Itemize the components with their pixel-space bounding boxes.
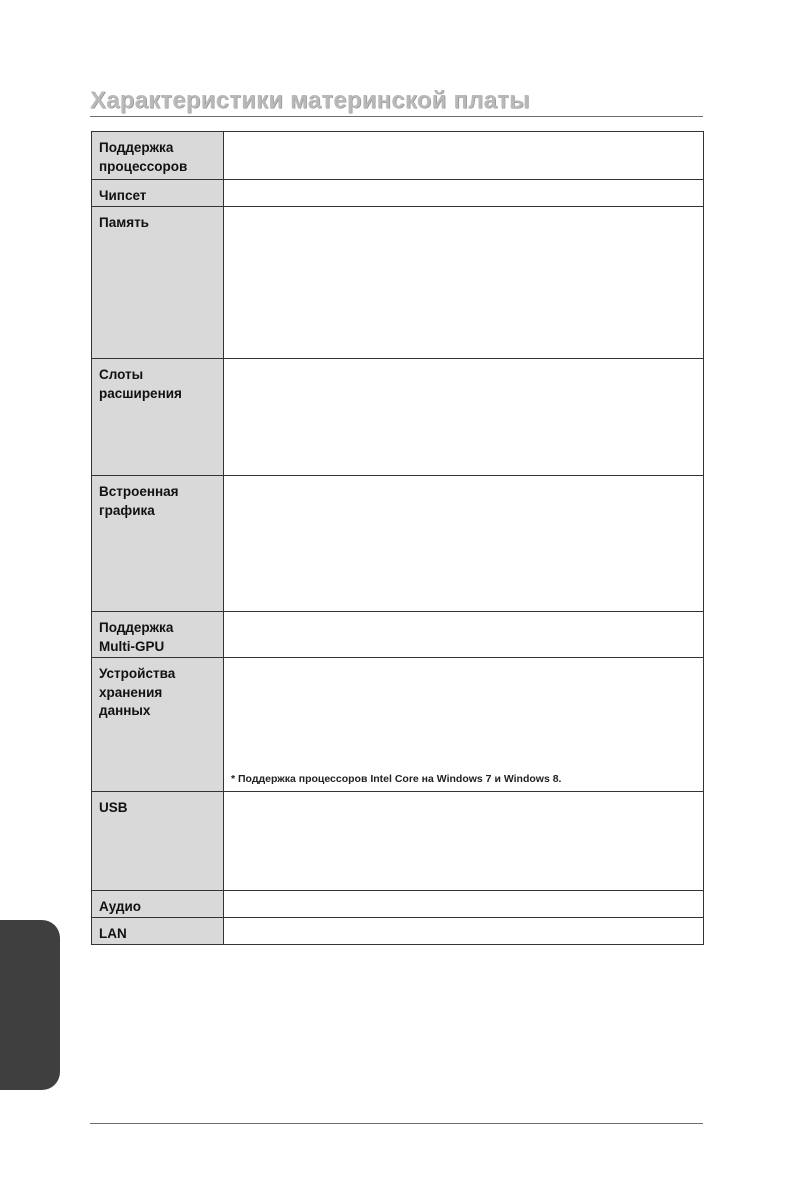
footer-divider (90, 1123, 703, 1124)
spec-value-audio (224, 891, 704, 918)
spec-label-onboard-graphics: Встроенная графика (92, 476, 224, 612)
spec-label-memory: Память (92, 207, 224, 359)
spec-value-onboard-graphics (224, 476, 704, 612)
spec-label-audio: Аудио (92, 891, 224, 918)
spec-row-chipset (92, 180, 704, 207)
spec-label-expansion-slots: Слоты расширения (92, 359, 224, 476)
spec-row-memory (92, 207, 704, 359)
spec-label-cpu: Поддержка процессоров (92, 132, 224, 180)
page-title: Характеристики материнской платы (90, 87, 530, 114)
storage-footnote: * Поддержка процессоров Intel Core на Windows 7 и Windows 8. (231, 773, 562, 785)
spec-row-onboard-graphics (92, 476, 704, 612)
spec-row-expansion-slots (92, 359, 704, 476)
section-side-tab (0, 920, 60, 1090)
spec-value-storage (224, 658, 704, 792)
spec-row-usb (92, 792, 704, 891)
spec-label-lan: LAN (92, 918, 224, 945)
spec-label-storage: Устройства хранения данных (92, 658, 224, 792)
spec-label-chipset: Чипсет (92, 180, 224, 207)
specifications-table (91, 131, 704, 945)
spec-value-chipset (224, 180, 704, 207)
spec-row-cpu (92, 132, 704, 180)
spec-row-storage (92, 658, 704, 792)
spec-value-cpu (224, 132, 704, 180)
spec-row-lan (92, 918, 704, 945)
title-divider (90, 116, 703, 117)
spec-label-usb: USB (92, 792, 224, 891)
spec-value-usb (224, 792, 704, 891)
spec-label-multi-gpu: Поддержка Multi-GPU (92, 612, 224, 658)
spec-value-multi-gpu (224, 612, 704, 658)
spec-value-memory (224, 207, 704, 359)
spec-row-audio (92, 891, 704, 918)
spec-value-lan (224, 918, 704, 945)
spec-value-expansion-slots (224, 359, 704, 476)
spec-row-multi-gpu (92, 612, 704, 658)
